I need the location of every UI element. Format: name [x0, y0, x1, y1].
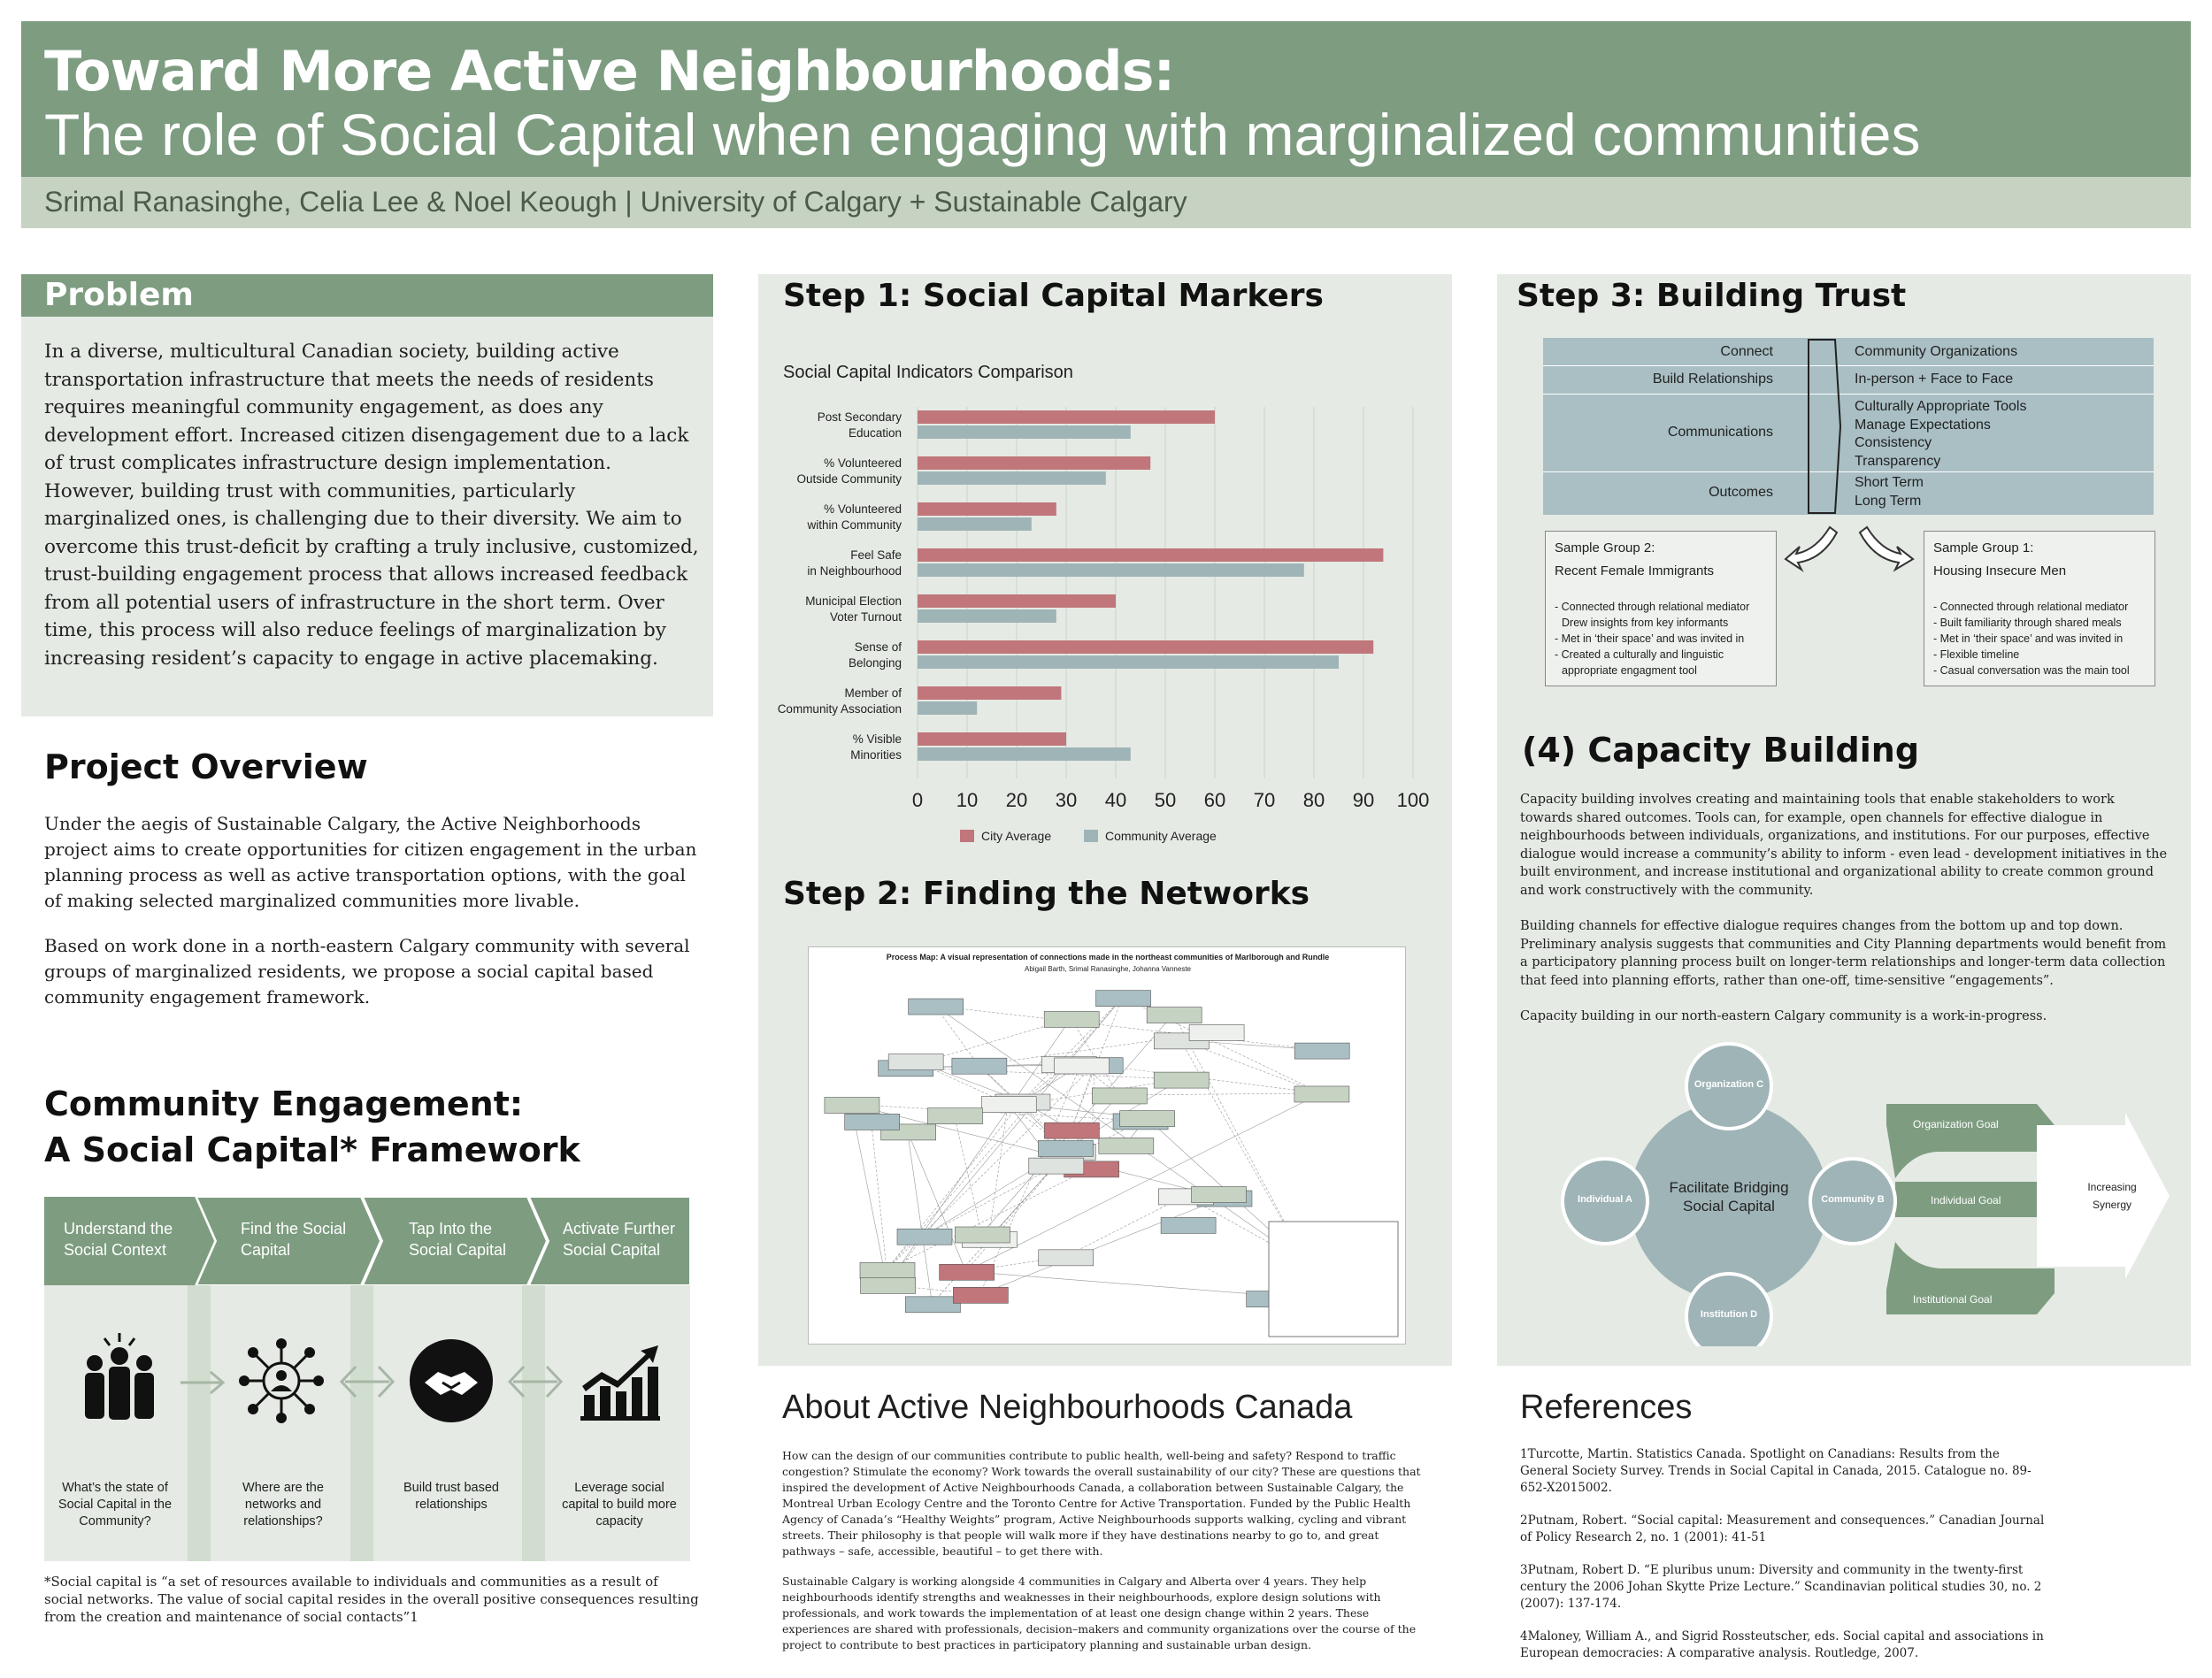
bar-chart: [758, 389, 1452, 849]
network-node: [940, 1264, 995, 1280]
trust-value: Consistency: [1855, 435, 1932, 450]
framework-stripe: [188, 1285, 211, 1561]
authors-line: Srimal Ranasinghe, Celia Lee & Noel Keough | University of Calgary + Sustainable Calgary: [21, 177, 2191, 228]
step-caption-activate: Leverage social capital to build more capacity: [562, 1481, 677, 1529]
x-tick-label: 50: [1154, 789, 1177, 811]
network-node: [981, 1097, 1036, 1113]
network-node: [1192, 1187, 1247, 1203]
references-heading: References: [1520, 1389, 1693, 1426]
legend-swatch: [960, 830, 974, 842]
network-node: [1120, 1111, 1175, 1127]
network-node: [1039, 1250, 1094, 1266]
x-tick-label: 40: [1104, 789, 1127, 811]
trust-value: Long Term: [1855, 493, 1922, 509]
growth-chart-icon: [575, 1337, 664, 1425]
about-p2: Sustainable Calgary is working alongside 4 communities in Calgary and Alberta over 4 years. They help neighbourhoods identify strengths and weaknesses in their neighbourhoods, explore design solutions with professionals, and work towards the implementation of at least one design change within 2 years. These experiences are shared with professionals, decision–makers and community organizations over the course of the project to contribute to best practices in participatory planning and sustainable urban design.: [782, 1575, 1417, 1651]
group-item: - Created a culturally and linguistic: [1555, 648, 1724, 661]
group-list: [1933, 599, 2146, 678]
step2-heading: Step 2: Finding the Networks: [783, 876, 1310, 912]
network-link: [935, 1006, 1322, 1050]
reference-item: 3Putnam, Robert D. “E pluribus unum: Diversity and community in the twenty-first century the 2006 Johan Skytte Prize Lecture.” Scandinavian political studies 30, no. 2 (2007): 137-174.: [1520, 1563, 2042, 1611]
network-link: [908, 1131, 966, 1271]
network-node: [1044, 1011, 1099, 1027]
network-node: [1294, 1086, 1349, 1102]
curved-arrows-icon: [1780, 524, 1922, 586]
group-item: - Flexible timeline: [1933, 648, 2020, 661]
capacity-diagram: [1559, 1037, 2178, 1346]
bar-community: [918, 701, 977, 715]
process-map-authors: Abigail Barth, Srimal Ranasinghe, Johanna Vanneste: [1025, 965, 1191, 973]
diagram-node: Individual A: [1578, 1194, 1632, 1205]
group-item: - Casual conversation was the main tool: [1933, 664, 2130, 677]
step3-panel: [1497, 274, 2191, 1366]
diagram-node: Organization C: [1694, 1079, 1764, 1090]
process-map-title: Process Map: A visual representation of connections made in the northeast communities of Marlborough and Rundle: [886, 953, 1330, 962]
network-node: [861, 1277, 916, 1293]
network-link: [872, 1121, 887, 1269]
capacity-p1: Capacity building involves creating and maintaining tools that enable stakeholders to work towards shared outcomes. Tools can, for example, open channels for effective dialogue in neighbourhoods between individuals, organizations, and institutions. For our purposes, effective dialogue would increase a community’s ability to inform - even lead - development initiatives in the built environment, and increase institutional and organizational ability to create common ground and work constructively with the community.: [1520, 793, 2168, 898]
reference-item: 4Maloney, William A., and Sigrid Rossteutscher, eds. Social capital and associations in European democracies: A comparative analysis. Routledge, 2007.: [1520, 1629, 2044, 1660]
bar-city: [918, 548, 1383, 562]
diagram-node: Institution D: [1700, 1309, 1758, 1320]
category-label: Member of Community Association: [777, 686, 902, 716]
x-tick-label: 20: [1005, 789, 1028, 811]
diagram-result: Increasing Synergy: [2087, 1181, 2137, 1211]
network-node: [897, 1229, 952, 1245]
overview-heading: Project Overview: [44, 747, 368, 786]
chart-title: Social Capital Indicators Comparison: [783, 363, 1073, 382]
network-node: [825, 1098, 879, 1114]
reference-item: 1Turcotte, Martin. Statistics Canada. Spotlight on Canadians: Results from the General Society Survey. Trends in Social Capital in Canada, 2015. Catalogue no. 89-652-X2015002.: [1520, 1447, 2032, 1495]
network-node: [860, 1262, 915, 1278]
network-link: [1118, 1093, 1321, 1095]
network-node: [905, 1297, 960, 1313]
category-label: % Volunteered Outside Community: [796, 456, 902, 486]
framework-stripe: [350, 1285, 373, 1561]
group-item: - Connected through relational mediator: [1555, 601, 1750, 613]
framework-heading-line2: A Social Capital* Framework: [44, 1130, 580, 1169]
legend-label: City Average: [981, 829, 1052, 843]
network-node: [952, 1058, 1007, 1074]
diagram-node: Community B: [1821, 1194, 1885, 1205]
step-caption-understand: What’s the state of Social Capital in the Community?: [58, 1481, 173, 1529]
network-node: [909, 999, 964, 1015]
network-node: [953, 1287, 1008, 1303]
bar-community: [918, 655, 1339, 669]
trust-label: Outcomes: [1709, 485, 1773, 500]
double-arrow-icon: [504, 1361, 566, 1402]
network-node: [888, 1054, 943, 1070]
bar-city: [918, 456, 1150, 470]
people-group-icon: [71, 1331, 168, 1429]
x-tick-label: 100: [1396, 789, 1430, 811]
legend-swatch: [1084, 830, 1098, 842]
bar-community: [918, 425, 1131, 439]
step-title-understand: Understand the Social Context: [64, 1220, 173, 1259]
trust-arrow: [1543, 338, 2154, 515]
bar-community: [918, 563, 1304, 577]
framework-diagram: [44, 1197, 690, 1561]
poster-subtitle: The role of Social Capital when engaging with marginalized communities: [44, 102, 1921, 167]
legend-label: Community Average: [1105, 829, 1217, 843]
network-link: [954, 1115, 981, 1234]
capacity-p2: Building channels for effective dialogue requires changes from the bottom up and top down. Preliminary analysis suggests that communities and City Planning departments would benefit from a participatory planning process built on longer-term relationships and longer-term data collection that feed into planning efforts, rather than one-off, time-sensitive “engagements”.: [1520, 919, 2167, 988]
diagram-center: Facilitate Bridging Social Capital: [1669, 1179, 1789, 1214]
framework-stripe: [522, 1285, 545, 1561]
bar-community: [918, 747, 1131, 761]
group-item: - Met in ‘their space’ and was invited in: [1933, 632, 2124, 645]
x-tick-label: 10: [956, 789, 979, 811]
problem-heading: Problem: [21, 274, 713, 317]
group-subtitle: Recent Female Immigrants: [1555, 563, 1715, 578]
trust-label: Connect: [1720, 344, 1773, 359]
diagram-arrow-label: Individual Goal: [1931, 1194, 2001, 1207]
group-item: - Met in ‘their space’ and was invited in: [1555, 632, 1745, 645]
network-node: [1055, 1058, 1110, 1074]
group-item: - Built familiarity through shared meals: [1933, 617, 2122, 629]
problem-panel: [21, 274, 713, 716]
trust-value: Manage Expectations: [1855, 417, 1991, 433]
trust-label: Communications: [1667, 425, 1773, 440]
framework-heading-line1: Community Engagement:: [44, 1084, 524, 1123]
step-caption-find: Where are the networks and relationships?: [242, 1481, 324, 1529]
trust-value: Community Organizations: [1855, 344, 2018, 359]
process-map: [808, 946, 1406, 1345]
capacity-heading: (4) Capacity Building: [1522, 731, 1920, 770]
network-node: [845, 1114, 900, 1130]
x-tick-label: 30: [1055, 789, 1078, 811]
network-node: [955, 1227, 1010, 1243]
x-tick-label: 70: [1253, 789, 1276, 811]
poster-header: [21, 21, 2191, 177]
group-item: appropriate engagment tool: [1562, 664, 1697, 677]
category-label: Feel Safe in Neighbourhood: [807, 548, 902, 578]
sample-group-2: [1545, 531, 1777, 686]
category-label: Post Secondary Education: [817, 410, 902, 440]
network-node: [1154, 1072, 1209, 1088]
trust-value: Short Term: [1855, 475, 1924, 490]
arrow-icon: [177, 1365, 230, 1400]
group-list: [1555, 599, 1767, 678]
diagram-arrow-label: Institutional Goal: [1913, 1293, 1993, 1306]
category-label: % Volunteered within Community: [807, 502, 902, 532]
x-tick-label: 90: [1352, 789, 1375, 811]
network-node: [1092, 1088, 1147, 1104]
network-node: [1147, 1008, 1202, 1023]
network-node: [1038, 1140, 1093, 1156]
trust-value: Transparency: [1855, 453, 1941, 469]
bar-city: [918, 686, 1061, 700]
diagram-arrow-label: Organization Goal: [1913, 1118, 1999, 1130]
bar-city: [918, 502, 1056, 516]
step-title-tap: Tap Into the Social Capital: [409, 1220, 507, 1259]
group-title: Sample Group 1:: [1933, 540, 2034, 556]
group-item: - Connected through relational mediator: [1933, 601, 2129, 613]
trust-value: Culturally Appropriate Tools: [1855, 399, 2027, 414]
x-tick-label: 0: [911, 789, 924, 811]
category-label: Sense of Belonging: [848, 640, 902, 670]
group-subtitle: Housing Insecure Men: [1933, 563, 2067, 578]
bar-city: [918, 640, 1373, 654]
bar-city: [918, 410, 1215, 424]
about-p1: How can the design of our communities contribute to public health, well-being and safety? Respond to traffic congestion? Stimulate the economy? Work towards the overall sustainability of our city? These are questions that inspired the development of Active Neighbourhoods Canada, a collaboration between Sustainable Calgary, the Montreal Urban Ecology Centre and the Toronto Centre for Active Transportation. Funded by the Public Health Agency of Canada’s “Healthy Weights” program, Active Neighbourhoods supports walking, cycling and vibrant streets. Their philosophy is that people will walk more if they have destinations nearby to go to, and great pathways – safe, accessible, beautiful – to get there with.: [782, 1449, 1421, 1558]
network-icon: [237, 1337, 326, 1425]
x-tick-label: 60: [1203, 789, 1226, 811]
category-label: Municipal Election Voter Turnout: [805, 594, 902, 624]
overview-section: [44, 747, 699, 1010]
network-node: [1294, 1043, 1349, 1059]
network-node: [1161, 1217, 1216, 1233]
step1-panel: [758, 274, 1452, 1366]
bar-community: [918, 517, 1032, 531]
problem-text: In a diverse, multicultural Canadian society, building active transportation infrastructure that meets the needs of residents requires meaningful community engagement, as does any development effort. Increased citizen disengagement due to a lack of trust complicates infrastructure design implementation. However, building trust with communities, particularly marginalized ones, is challenging due to their diversity. We aim to overcome this trust-deficit by crafting a truly inclusive, customized, trust-building engagement process that allows increased feedback from all potential users of infrastructure in the short term. Over time, this process will also reduce feelings of marginalization by increasing resident’s capacity to engage in active placemaking.: [44, 341, 699, 670]
double-arrow-icon: [336, 1361, 398, 1402]
trust-value: In-person + Face to Face: [1855, 372, 2014, 387]
network-node: [1189, 1024, 1244, 1040]
step3-heading: Step 3: Building Trust: [1517, 278, 1907, 314]
x-tick-label: 80: [1302, 789, 1325, 811]
capacity-p3: Capacity building in our north-eastern Calgary community is a work-in-progress.: [1520, 1009, 2047, 1023]
about-heading: About Active Neighbourhoods Canada: [782, 1389, 1353, 1426]
bar-city: [918, 594, 1116, 608]
network-legend: [1269, 1222, 1398, 1337]
bar-community: [918, 471, 1106, 485]
step1-heading: Step 1: Social Capital Markers: [783, 278, 1324, 314]
step-title-find: Find the Social Capital: [241, 1220, 347, 1259]
step-title-activate: Activate Further Social Capital: [563, 1220, 676, 1259]
references-section: [1520, 1389, 2051, 1678]
overview-p1: Under the aegis of Sustainable Calgary, the Active Neighborhoods project aims to create opportunities for citizen engagement in the urban planning process as well as active transportation options, with the goal of making selected marginalized communities more livable.: [44, 813, 697, 911]
bar-community: [918, 609, 1056, 623]
framework-heading: [44, 1081, 580, 1173]
about-section: [782, 1389, 1428, 1653]
trust-label: Build Relationships: [1652, 372, 1773, 387]
framework-footnote: *Social capital is “a set of resources available to individuals and communities as a result of social networks. The value of social capital resides in the overall positive consequences resulting from the creation and maintenance of social contacts”1: [44, 1574, 699, 1625]
category-label: % Visible Minorities: [850, 732, 902, 762]
network-node: [1044, 1122, 1099, 1138]
network-node: [1099, 1138, 1154, 1153]
trust-table: [1543, 338, 2154, 515]
capacity-text: [1520, 791, 2170, 1026]
reference-item: 2Putnam, Robert. “Social capital: Measurement and consequences.” Canadian Journal of Policy Research 2, no. 1 (2001): 41-51: [1520, 1513, 2045, 1544]
sample-group-1: [1924, 531, 2155, 686]
network-node: [927, 1108, 982, 1124]
process-map-graph: [809, 947, 1407, 1345]
group-title: Sample Group 2:: [1555, 540, 1655, 556]
network-node: [1096, 991, 1151, 1007]
network-node: [1029, 1158, 1084, 1174]
bar-city: [918, 732, 1066, 746]
handshake-icon: [407, 1337, 495, 1425]
group-item: Drew insights from key informants: [1562, 617, 1729, 629]
step-caption-tap: Build trust based relationships: [403, 1481, 499, 1512]
overview-p2: Based on work done in a north-eastern Calgary community with several groups of marginalized residents, we propose a social capital based community engagement framework.: [44, 935, 690, 1008]
poster-title: Toward More Active Neighbourhoods:: [44, 39, 1175, 103]
